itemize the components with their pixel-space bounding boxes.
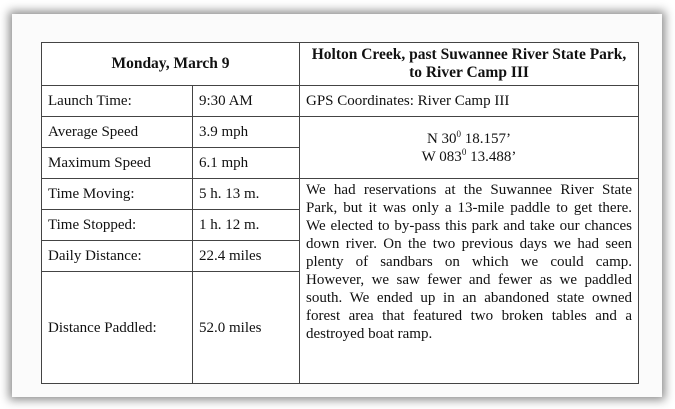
table-row bbox=[42, 86, 639, 117]
stat-label: Distance Paddled: bbox=[42, 272, 193, 384]
trip-log-table bbox=[41, 42, 639, 384]
document-page bbox=[12, 14, 662, 397]
stat-value: 3.9 mph bbox=[193, 117, 300, 148]
stat-label: Time Moving: bbox=[42, 179, 193, 210]
gps-longitude: W $083^0$ 13.488’ bbox=[421, 146, 517, 165]
stat-value: 9:30 AM bbox=[193, 86, 300, 117]
stat-value: 6.1 mph bbox=[193, 148, 300, 179]
stat-label: Launch Time: bbox=[42, 86, 193, 117]
stat-label: Average Speed bbox=[42, 117, 193, 148]
stat-value: 52.0 miles bbox=[193, 272, 300, 384]
header-row bbox=[42, 43, 639, 86]
table-row bbox=[42, 117, 639, 148]
date-heading: Monday, March 9 bbox=[42, 43, 300, 86]
route-heading: Holton Creek, past Suwannee River State Park, to River Camp III bbox=[300, 43, 639, 86]
gps-coordinates bbox=[300, 117, 639, 179]
narrative-text: We had reservations at the Suwannee River State Park, but it was only a 13-mile paddle to get there. We elected to by-pass this park and take our chances down river. On the two previous days we had seen plenty of sandbars on which we could camp. However, we saw fewer and fewer as we paddled south. We ended up in an abandoned state owned forest area that featured two broken tables and a destroyed boat ramp. bbox=[300, 179, 639, 384]
stat-label: Maximum Speed bbox=[42, 148, 193, 179]
stat-value: 1 h. 12 m. bbox=[193, 210, 300, 241]
stat-label: Time Stopped: bbox=[42, 210, 193, 241]
stat-value: 22.4 miles bbox=[193, 241, 300, 272]
stat-value: 5 h. 13 m. bbox=[193, 179, 300, 210]
table-row bbox=[42, 179, 639, 210]
gps-title: GPS Coordinates: River Camp III bbox=[300, 86, 639, 117]
gps-latitude: N $30^0$ 18.157’ bbox=[426, 128, 512, 147]
stat-label: Daily Distance: bbox=[42, 241, 193, 272]
